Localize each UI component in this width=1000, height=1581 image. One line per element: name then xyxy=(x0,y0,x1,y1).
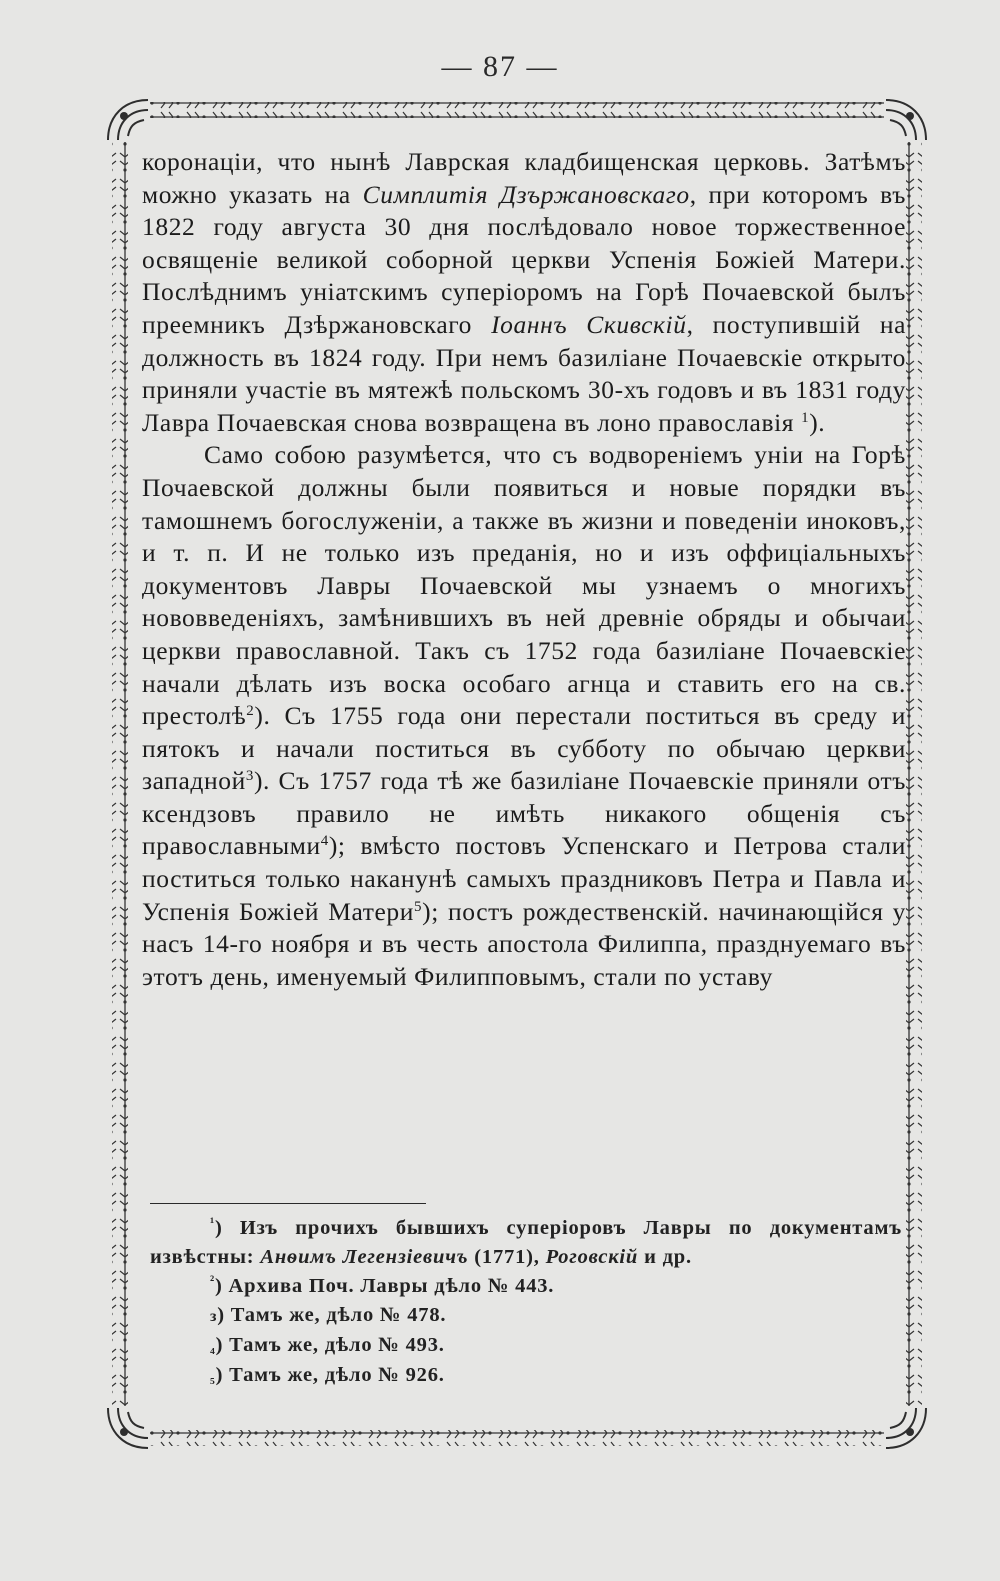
body-text xyxy=(142,146,906,993)
paragraph: Само собою разумѣется, что съ водвореніемъ уніи на Горѣ Почаевской должны были появиться и новые порядки въ тамошнемъ богослуженіи, а также въ жизни и поведеніи иноковъ, и т. п. И не только изъ преданія, но и изъ оффиціальныхъ документовъ Лавры Почаевской мы узнаемъ о многихъ нововведеніяхъ, замѣнившихъ въ ней древніе обряды и обычаи церкви православной. Такъ съ 1752 года базиліане Почаевскіе начали дѣлать изъ воска особаго агнца и ставить его на св. престолѣ$^2$). Съ 1755 года они перестали поститься въ среду и пятокъ и начали поститься въ субботу по обычаю церкви западной$^3$). Съ 1757 года тѣ же базиліане Почаевскіе приняли отъ ксендзовъ правило не имѣть никакого общенія съ православными$^4$); вмѣсто постовъ Успенскаго и Петрова стали поститься только наканунѣ самыхъ праздниковъ Петра и Павла и Успенія Божіей Матери$^5$); постъ рождественскій. начинающійся у насъ 14-го ноября и въ честь апостола Филиппа, празднуемаго въ этотъ день, именуемый Филипповымъ, стали по уставу xyxy=(142,440,906,991)
name-italic: Симплитія Дзържановскаго xyxy=(362,179,690,209)
footnote: ₄) Тамъ же, дѣло № 493. xyxy=(210,1334,445,1356)
footnote: $^{^1}$) Изъ прочихъ бывшихъ суперіоровъ Лавры по документамъ извѣстны: Анѳимъ Легензіевичъ (1771), Роговскій и др. xyxy=(150,1216,902,1268)
page-number: — 87 — xyxy=(441,50,559,83)
footnote-ref: 3 xyxy=(245,768,254,785)
footnote-ref: 5 xyxy=(414,898,423,915)
footnote: ₅) Тамъ же, дѣло № 926. xyxy=(210,1364,445,1386)
footnote-divider xyxy=(150,1203,426,1204)
paragraph: коронаціи, что нынѣ Лаврская кладбищенская церковь. Затѣмъ можно указать на Симплитія Дзържановскаго, при которомъ въ 1822 году августа 30 дня послѣдовало новое торжественное освященіе великой соборной церкви Успенія Божіей Матери. Послѣднимъ уніатскимъ суперіоромъ на Горѣ Почаевской былъ преемникъ Дзѣржановскаго Іоаннъ Скивскій, поступившій на должность въ 1824 году. При немъ базиліане Почаевскіе открыто приняли участіе въ мятежѣ польскомъ 30-хъ годовъ и въ 1831 году Лавра Почаевская снова возвращена въ лоно православія $^1$). xyxy=(142,147,907,437)
footnote: $^{^2}$) Архива Поч. Лавры дѣло № 443. xyxy=(210,1274,555,1297)
footnote: з) Тамъ же, дѣло № 478. xyxy=(210,1304,447,1326)
footnote-ref: 2 xyxy=(246,703,255,720)
footnote-ref: 4 xyxy=(320,833,329,850)
name-italic: Іоаннъ Скивскій xyxy=(491,309,687,339)
footnote-ref: 1 xyxy=(801,409,810,426)
footnotes xyxy=(150,1214,902,1391)
